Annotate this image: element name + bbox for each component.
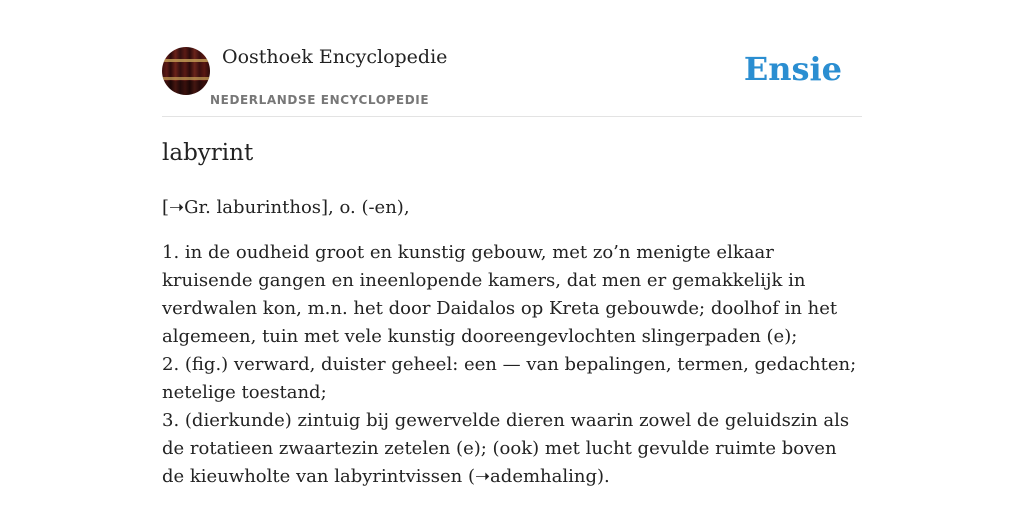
site-header <box>162 0 862 117</box>
site-subtitle: NEDERLANDSE ENCYCLOPEDIE <box>210 93 430 107</box>
entry-etymology: [➝Gr. laburinthos], o. (-en), <box>162 197 410 218</box>
definition-1: 1. in de oudheid groot en kunstig gebouw, met zo’n menigte elkaar kruisende gangen en ineenlopende kamers, dat men er gemakkelijk in verdwalen kon, m.n. het door Daidalos op Kreta gebouwde; doolhof in het algemeen, tuin met vele kunstig dooreengevlochten slingerpaden (e); <box>162 242 838 347</box>
entry-title: labyrint <box>162 140 254 166</box>
entry-definitions <box>162 239 862 491</box>
page <box>162 0 862 487</box>
definition-2: 2. (fig.) verward, duister geheel: een — van bepalingen, termen, gedachten; netelige toestand; <box>162 354 857 403</box>
definition-3: 3. (dierkunde) zintuig bij gewervelde dieren waarin zowel de geluidszin als de rotatieen zwaartezin zetelen (e); (ook) met lucht gevulde ruimte boven de kieuwholte van labyrintvissen (➝ademhaling). <box>162 410 850 487</box>
site-title[interactable]: Oosthoek Encyclopedie <box>222 46 448 68</box>
ensie-brand-logo[interactable]: Ensie <box>743 50 842 88</box>
encyclopedia-books-logo[interactable] <box>162 47 210 95</box>
